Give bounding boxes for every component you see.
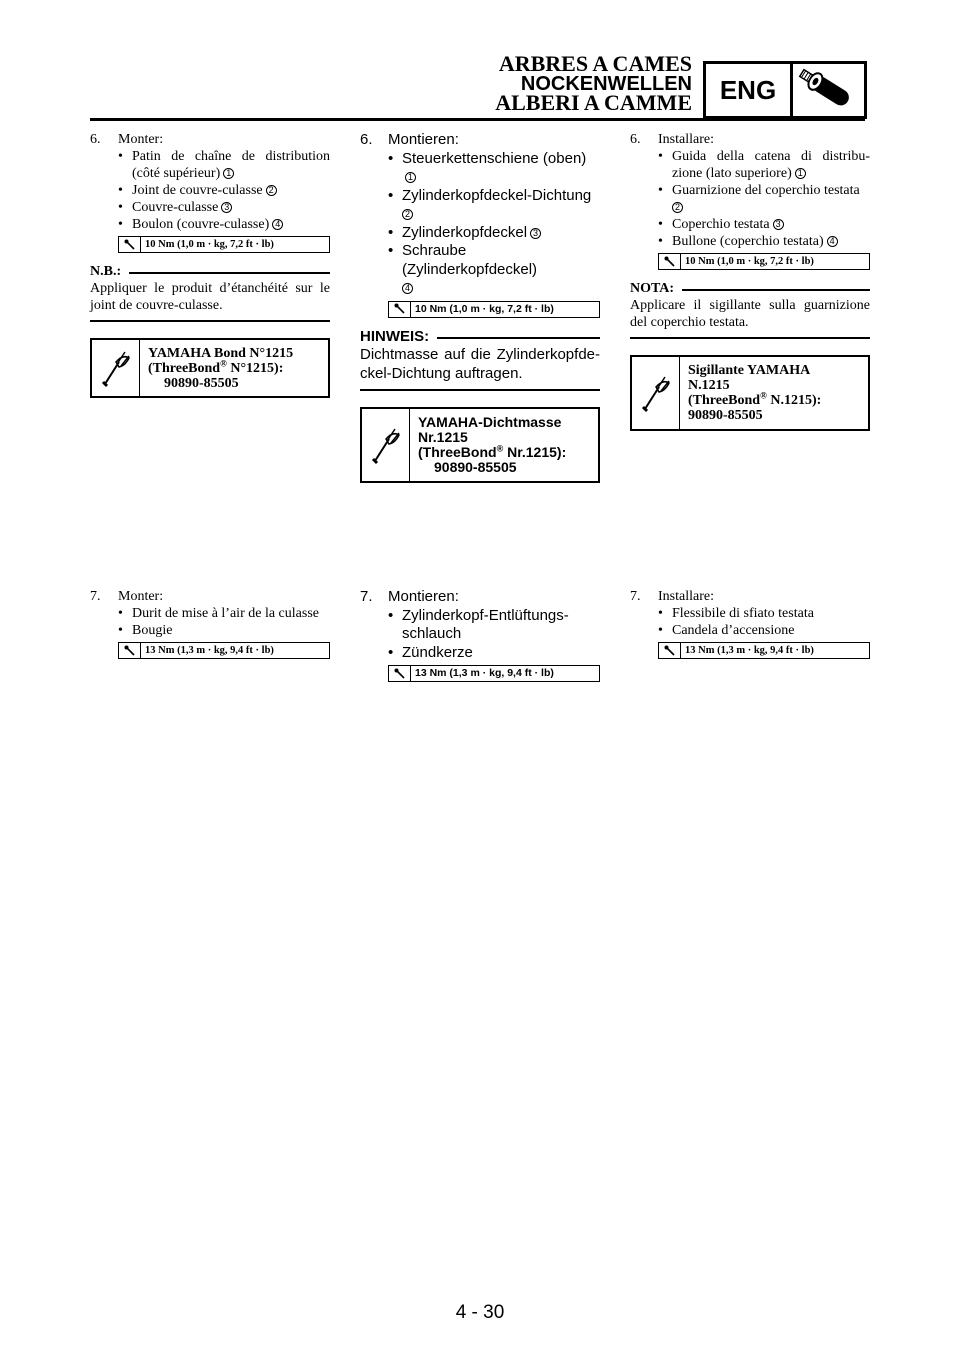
list-item: • Bougie (118, 623, 173, 638)
step-number: 7. (90, 589, 101, 604)
step-title: Monter: (118, 589, 164, 604)
callout-number: 3 (773, 219, 784, 230)
list-item: • Couvre-culasse 3 (90, 199, 330, 216)
header-rule (90, 118, 865, 121)
step-title: Installare: (658, 589, 714, 604)
step-number: 6. (90, 132, 101, 147)
list-item: • Zündkerze (388, 643, 473, 661)
list-item: • Zylinderkopfdeckel-Dichtung 2 (388, 186, 592, 219)
list-item: • Zylinderkopfdeckel 3 (360, 224, 600, 243)
sealant-text: YAMAHA-Dichtmasse Nr.1215 (ThreeBond® Nr.1215): 90890-85505 (418, 414, 567, 475)
callout-number: 1 (223, 168, 234, 179)
fr-step7 (90, 588, 330, 659)
note-text: Dichtmasse auf die Zylinderkopfde-ckel-Dichtung auftragen. (360, 346, 600, 382)
torque-value: 10 Nm (1,0 m · kg, 7,2 ft · lb) (415, 302, 554, 315)
note-text: Applicare il sigillante sulla guarnizione del coperchio testata. (630, 298, 870, 330)
callout-number: 3 (530, 228, 541, 239)
torque-value: 10 Nm (1,0 m · kg, 7,2 ft · lb) (145, 239, 274, 250)
note-text: Appliquer le produit d’étanchéité sur le joint de couvre-culasse. (90, 281, 330, 313)
torque-value: 13 Nm (1,3 m · kg, 9,4 ft · lb) (415, 667, 554, 680)
step-number: 7. (630, 589, 641, 604)
page-number: 4 - 30 (455, 1302, 505, 1323)
list-item: • Joint de couvre-culasse 2 (90, 182, 330, 199)
list-item: • Bullone (coperchio testata) 4 (630, 233, 870, 250)
step-title: Monter: (118, 132, 164, 147)
list-item: • Zylinderkopf-Entlüftungs-schlauch (388, 606, 569, 642)
torque-spec (388, 301, 600, 318)
section-badge-label: ENG (706, 64, 793, 116)
list-item: • Guarnizione del coperchio testata 2 (658, 183, 860, 212)
wrench-icon (659, 643, 681, 658)
torque-spec (658, 642, 870, 659)
callout-number: 2 (672, 202, 683, 213)
sealant-applicator-icon (632, 357, 680, 429)
header-title-fr: ARBRES A CAMES (498, 51, 692, 76)
list-item: • Flessibile di sfiato testata (658, 606, 814, 621)
wrench-icon (119, 643, 141, 658)
step-number: 6. (360, 131, 373, 148)
it-step6 (630, 131, 870, 431)
list-item: • Candela d’accensione (658, 623, 795, 638)
it-step7 (630, 588, 870, 659)
torque-spec (118, 642, 330, 659)
step-number: 7. (360, 588, 373, 605)
header-title-de: NOCKENWELLEN (520, 73, 692, 95)
camshaft-icon (793, 64, 864, 116)
callout-number: 3 (221, 202, 232, 213)
callout-number: 2 (402, 209, 413, 220)
note-heading: N.B.: (90, 263, 330, 280)
sealant-applicator-icon (362, 409, 410, 481)
list-item: • Durit de mise à l’air de la culasse (118, 606, 319, 621)
step-number: 6. (630, 132, 641, 147)
sealant-text: Sigillante YAMAHA N.1215 (ThreeBond® N.1215): 90890-85505 (688, 363, 822, 423)
header-title-it: ALBERI A CAMME (495, 90, 692, 115)
note-heading: HINWEIS: (360, 328, 600, 347)
callout-number: 4 (402, 283, 413, 294)
list-item: • Schraube (Zylinderkopfdeckel) 4 (388, 242, 538, 293)
torque-spec (658, 253, 870, 270)
list-item: • Boulon (couvre-culasse) 4 (90, 216, 330, 233)
wrench-icon (389, 666, 411, 681)
sealant-applicator-icon (92, 340, 140, 396)
note-rule (360, 389, 600, 391)
callout-number: 2 (266, 185, 277, 196)
de-step7 (360, 588, 600, 682)
callout-number: 1 (405, 172, 416, 183)
list-item: • Guida della catena di distribu-zione (lato superiore) 1 (658, 149, 870, 181)
step-title: Installare: (658, 132, 714, 147)
sealant-box (630, 355, 870, 431)
torque-value: 13 Nm (1,3 m · kg, 9,4 ft · lb) (685, 645, 814, 656)
torque-spec (388, 665, 600, 682)
fr-step6 (90, 131, 330, 398)
torque-value: 13 Nm (1,3 m · kg, 9,4 ft · lb) (145, 645, 274, 656)
de-step6 (360, 131, 600, 483)
torque-spec (118, 236, 330, 253)
wrench-icon (119, 237, 141, 252)
wrench-icon (389, 302, 411, 317)
step-title: Montieren: (388, 588, 459, 605)
list-item: • Steuerkettenschiene (oben)1 (388, 149, 587, 182)
list-item: • Coperchio testata 3 (630, 216, 870, 233)
note-rule (630, 337, 870, 339)
section-badge (703, 61, 867, 119)
callout-number: 4 (272, 219, 283, 230)
wrench-icon (659, 254, 681, 269)
sealant-text: YAMAHA Bond N°1215 (ThreeBond® N°1215): 90890-85505 (148, 346, 294, 391)
callout-number: 4 (827, 236, 838, 247)
list-item: • Patin de chaîne de distribution (côté supérieur) 1 (118, 149, 330, 181)
sealant-box (90, 338, 330, 398)
note-heading: NOTA: (630, 280, 870, 297)
note-rule (90, 320, 330, 322)
step-title: Montieren: (388, 131, 459, 148)
sealant-box (360, 407, 600, 483)
torque-value: 10 Nm (1,0 m · kg, 7,2 ft · lb) (685, 256, 814, 267)
callout-number: 1 (795, 168, 806, 179)
